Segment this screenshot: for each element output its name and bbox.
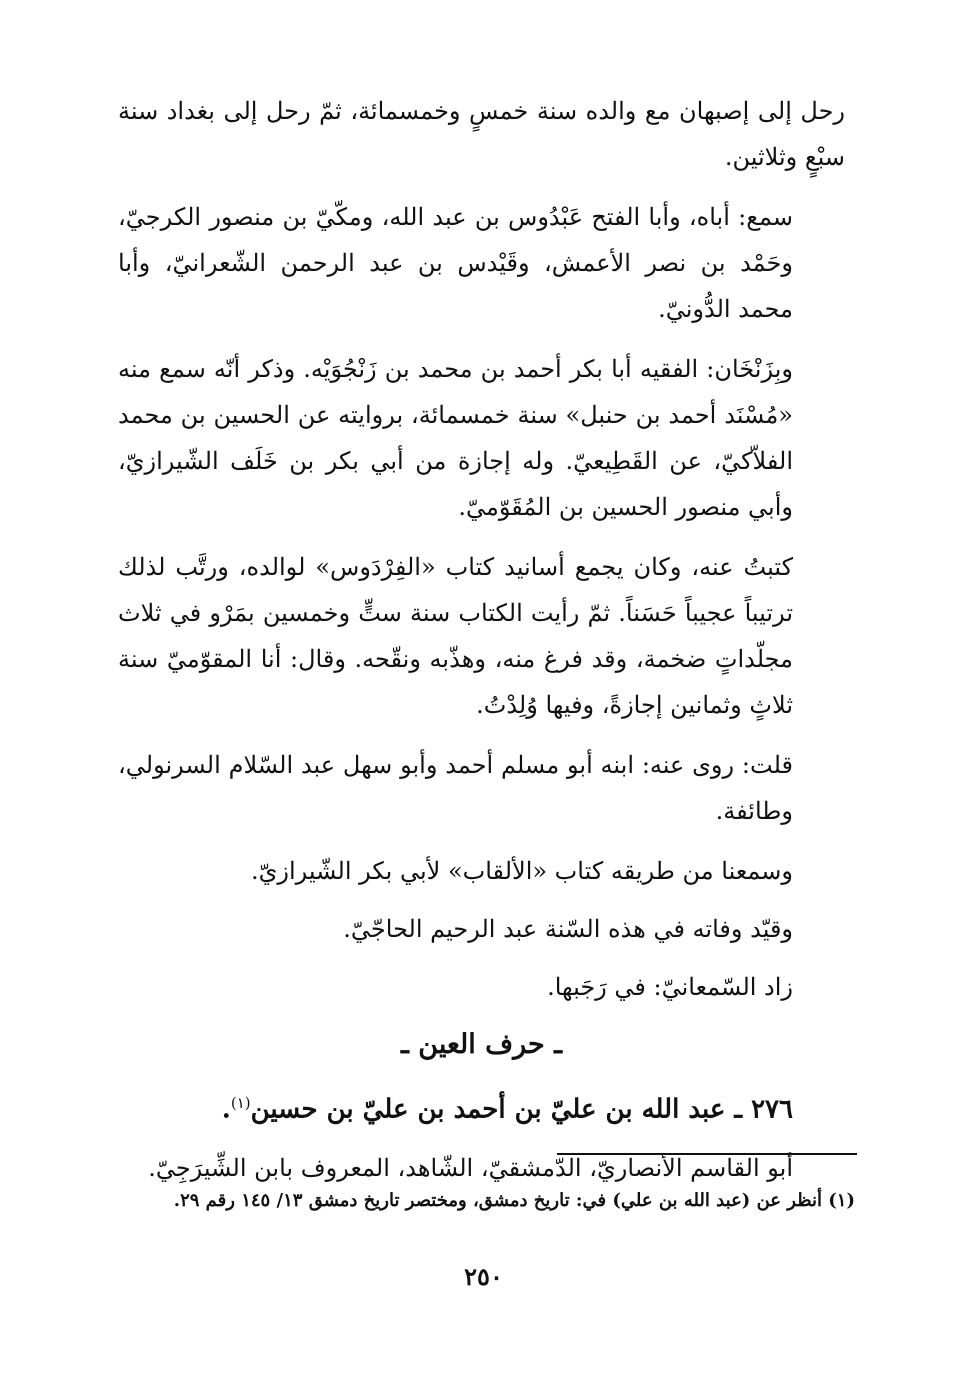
entry-title-text: ٢٧٦ ـ عبد الله بن عليّ بن أحمد بن عليّ بن حسين [250,1094,793,1125]
main-text [118,88,845,1203]
line-samani: زاد السّمعانيّ: في رَجَبها. [547,973,793,1001]
entry-subtitle: أبو القاسم الأنصاريّ، الدّمشقيّ، الشّاهد، المعروف بابن الشِّيرَجِيّ. [148,1153,793,1182]
entry-title [118,1080,845,1133]
entry-title-end: . [221,1094,231,1125]
footnote-divider [557,1153,857,1155]
paragraph-heard-from: سمع: أباه، وأبا الفتح عَبْدُوس بن عبد الله، ومكّيّ بن منصور الكرجيّ، وحَمْد بن نصر الأعمش، وقَيْدس بن عبد الرحمن الشّعرانيّ، وأبا محمد الدُّونيّ. [118,203,793,323]
paragraph-narrators: قلت: روى عنه: ابنه أبو مسلم أحمد وأبو سهل عبد السّلام السرنولي، وطائفة. [118,751,793,825]
footnote: (١) أنظر عن (عبد الله بن علي) في: تاريخ دمشق، ومختصر تاريخ دمشق ١٣/ ١٤٥ رقم ٢٩. [173,1190,855,1211]
page-number: ٢٥٠ [464,1262,503,1291]
paragraph-travel: رحل إلى إصبهان مع والده سنة خمسٍ وخمسمائة، ثمّ رحل إلى بغداد سنة سبْعٍ وثلاثين. [118,97,845,171]
footnote-ref: (١) [230,1094,251,1112]
line-alqab: وسمعنا من طريقه كتاب «الألقاب» لأبي بكر الشّيرازيّ. [250,857,793,885]
section-heading: ـ حرف العين ـ [400,1029,563,1060]
line-death-record: وقيّد وفاته في هذه السّنة عبد الرحيم الحاجّيّ. [343,915,793,943]
paragraph-wrote-from-him: كتبتُ عنه، وكان يجمع أسانيد كتاب «الفِرْدَوس» لوالده، ورتَّب لذلك ترتيباً عجيباً حَسَناً. ثمّ رأيت الكتاب سنة ستٍّ وخمسين بمَرْو في ثلاث مجلّداتٍ ضخمة، وقد فرغ منه، وهذّبه ونقّحه. وقال: أنا المقوّميّ سنة ثلاثٍ وثمانين إجازةً، وفيها وُلِدْتُ. [118,553,793,719]
paragraph-bizankhan: وبِزَنْخَان: الفقيه أبا بكر أحمد بن محمد بن زَنْجُوَيْه. وذكر أنّه سمع منه «مُسْنَد أحمد بن حنبل» سنة خمسمائة، بروايته عن الحسين بن محمد الفلاّكيّ، عن القَطِيعيّ. وله إجازة من أبي بكر بن خَلَف الشّيرازيّ، وأبي منصور الحسين بن المُقَوّميّ. [118,355,793,521]
